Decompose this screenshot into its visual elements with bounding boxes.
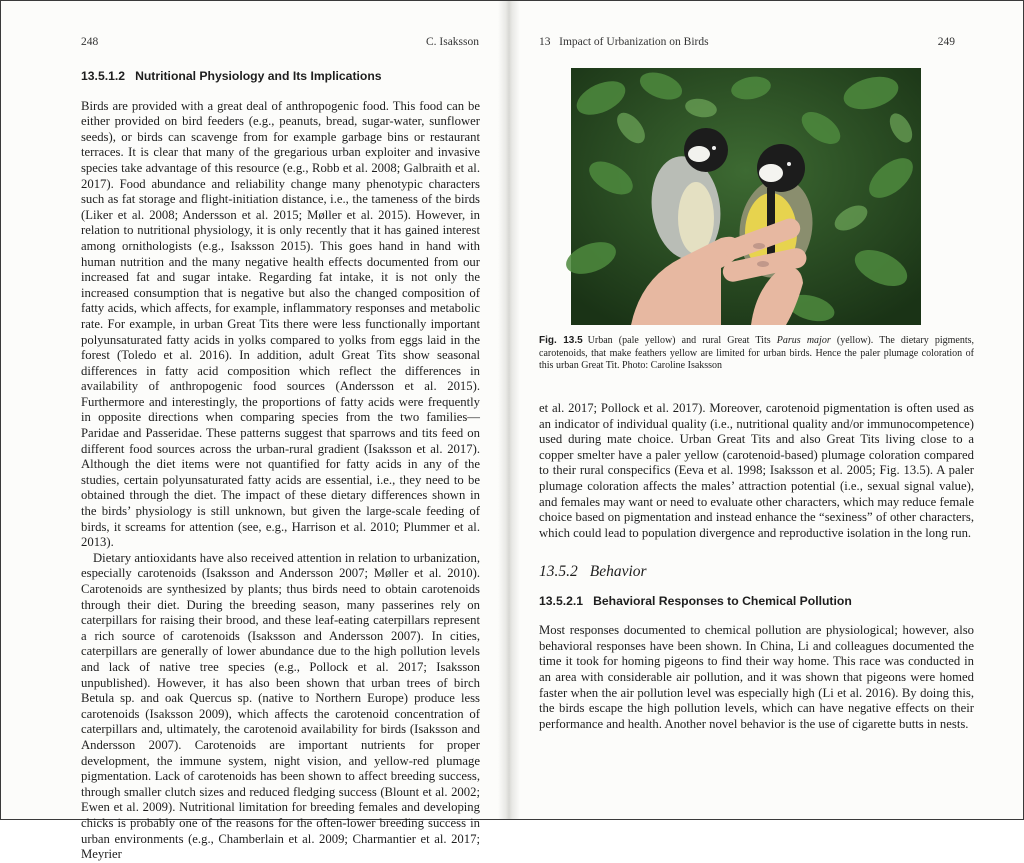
right-text-behavior (539, 564, 974, 732)
left-text-column (81, 69, 480, 863)
subsection-title: Behavioral Responses to Chemical Pollution (593, 593, 852, 608)
paragraph-carotenoid-pigmentation: et al. 2017; Pollock et al. 2017). Moreover, carotenoid pigmentation is often used as an indicator of individual quality (i.e., nutritional quality and/or immunocompetence) used during mate choice. Urban Great Tits and also Great Tits living close to a copper smelter have a paler yellow (carotenoid-based) plumage coloration compared to their rural conspecifics (Eeva et al. 1998; Isaksson et al. 2005; Fig. 13.5). A paler plumage coloration affects the males’ attraction potential (i.e., sexual signal value), and females may want or need to evaluate other characters, which may reduce female choice based on pigmentation and instead enhance the “sexiness” of other characters, which could lead to population divergence and reproductive isolation in the long run. (539, 401, 974, 540)
right-page-number: 249 (937, 36, 955, 48)
paragraph-dietary-antioxidants: Dietary antioxidants have also received attention in relation to urbanization, especially carotenoids (Isaksson and Andersson 2007; Møller et al. 2010). Carotenoids are synthesized by plants; thus birds need to obtain carotenoids through their diet. During the breeding season, many passerines rely on caterpillars for raising their brood, and these leaf-eating caterpillars represent a rich source of carotenoids (Isaksson and Andersson 2007). In cities, caterpillars are generally of lower abundance due to the high pollution levels and lack of native tree species (e.g., Pollock et al. 2017; Isaksson unpublished). However, it has also been shown that urban trees of birch Betula sp. and oak Quercus sp. (native to Northern Europe) produce less carotenoids (Isaksson 2009), which affects the carotenoid concentration of caterpillars and, ultimately, the carotenoid availability for birds (Isaksson and Andersson 2007). Carotenoids are important nutrients for proper development, the immune system, night vision, and yellow-red plumage pigmentation. Lack of carotenoids has been shown to affect breeding success, through smaller clutch sizes and reduced fledging success (Blount et al. 2002; Ewen et al. 2009). Nutritional limitation for breeding females and developing chicks is probably one of the reasons for the often-lower breeding success in urban environments (e.g., Chamberlain et al. 2009; Charmantier et al. 2017; Meyrier (81, 550, 480, 862)
section-number: 13.5.1.2 (81, 69, 126, 83)
caption-species-name: Parus major (776, 335, 831, 346)
section-heading-13-5-2-1 (539, 594, 974, 610)
great-tits-photo-illustration (571, 68, 921, 325)
right-text-continued (539, 401, 974, 541)
right-page (514, 1, 1023, 819)
figure-caption (539, 335, 974, 373)
section-title: Nutritional Physiology and Its Implications (135, 69, 382, 83)
right-running-head: 13 Impact of Urbanization on Birds (539, 36, 709, 48)
paragraph-behavioral-responses: Most responses documented to chemical pollution are physiological; however, also behavioral responses have been shown. In China, Li and colleagues documented the time it took for homing pigeons to find their way home. This race was conducted in an area with considerable air pollution, and it was shown that pigeons were homed faster when the air pollution level was especially high (Li et al. 2016). By doing this, the birds escape the high pollution levels, which can have negative effects on their performance and health. Another novel behavior is the use of cigarette butts in nests. (539, 623, 974, 731)
left-running-head: C. Isaksson (425, 36, 479, 48)
section-major-number: 13.5.2 (539, 563, 578, 580)
figure-label: Fig. 13.5 (539, 335, 583, 346)
section-heading-13-5-2 (539, 564, 974, 580)
figure-photo-great-tits (571, 68, 921, 325)
section-heading-13-5-1-2 (81, 69, 480, 85)
left-page (1, 1, 506, 862)
subsection-number: 13.5.2.1 (539, 593, 584, 608)
section-major-title: Behavior (589, 563, 647, 580)
caption-text-start: Urban (pale yellow) and rural Great Tits (587, 335, 777, 346)
left-page-number: 248 (81, 36, 99, 48)
caption-text-end: (yellow). The dietary pigments, carotenoids, that make feathers yellow are limited for urban birds. Hence the paler plumage coloration of this urban Great Tit. Photo: Caroline Isaksson (539, 335, 975, 372)
paragraph-anthropogenic-food: Birds are provided with a great deal of anthropogenic food. This food can be either provided on bird feeders (e.g., peanuts, bread, sugar-water, sunflower seeds), or birds can scavenge from for example garbage bins or restaurant terraces. It is clear that many of the gregarious urban exploiter and invasive species take advantage of this resource (e.g., Robb et al. 2008; Galbraith et al. 2017). Food abundance and reliability change many phenotypic characters such as fat storage and flight-initiation distance, i.e., the tameness of the birds (Liker et al. 2008; Andersson et al. 2015; Møller et al. 2015). However, in relation to nutritional physiology, it is only recently that it has gained interest among ornithologists (e.g., Isaksson 2015). This goes hand in hand with human nutrition and the many negative health effects documented from our increased fat and sugar intake. Regarding fat intake, it is not only the increased consumption that is negative but also the changed composition of fatty acids, which affects, for example, inflammatory responses and metabolic rate. For example, in urban Great Tits there were less functionally important polyunsaturated fatty acids in yolks compared to yolks from eggs laid in the forest (Toledo et al. 2016). In addition, adult Great Tits show seasonal differences in fatty acid composition which reflect the differences in availability of anthropogenic food sources (Andersson et al. 2015). Furthermore and interestingly, the proportions of fatty acids were frequently in opposite directions when comparing species from the two families—Paridae and Passeridae. These patterns suggest that sparrows and tits feed on different food sources across the urban-rural gradient (Isaksson et al. 2017). Although the diet items were not quantified for fatty acids in any of the studies, certain polyunsaturated fatty acids are essential, i.e., they need to be obtained through the diet. The impact of these dietary differences shown in the birds’ physiology is still unknown, but given the large-scale feeding of birds, it screams for attention (see, e.g., Harrison et al. 2010; Plummer et al. 2013). (81, 98, 480, 550)
